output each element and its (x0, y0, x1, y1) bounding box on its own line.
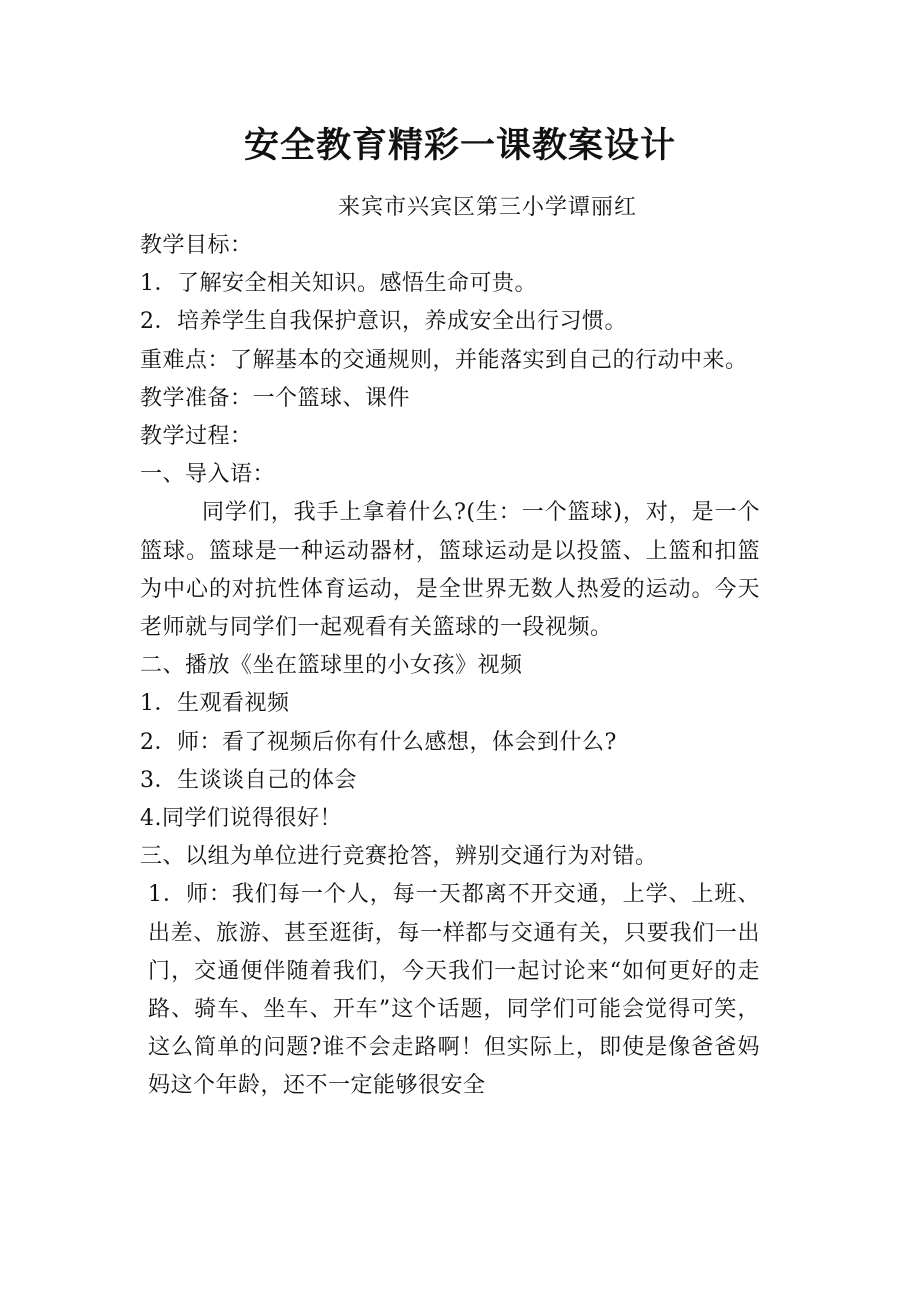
objective-item: 2．培养学生自我保护意识，养成安全出行习惯。 (140, 309, 627, 335)
list-item: 4.同学们说得很好！ (140, 806, 342, 832)
section-heading-process: 教学过程： (140, 424, 253, 450)
section-heading-objectives: 教学目标： (140, 233, 253, 258)
author-line: 来宾市兴宾区第三小学谭丽红 (338, 195, 638, 220)
objective-item: 1．了解安全相关知识。感悟生命可贵。 (140, 271, 537, 297)
section-heading-video: 二、播放《坐在篮球里的小女孩》视频 (140, 653, 523, 679)
list-item: 3．生谈谈自己的体会 (140, 767, 357, 793)
document-body (140, 227, 760, 1106)
section-heading-intro: 一、导入语： (140, 462, 276, 488)
list-item: 1．生观看视频 (140, 691, 290, 717)
document-title: 安全教育精彩一课教案设计 (243, 125, 676, 166)
teacher-paragraph: 1．师：我们每一个人，每一天都离不开交通，上学、上班、出差、旅游、甚至逛街，每一样都与交通有关，只要我们一出门，交通便伴随着我们，今天我们一起讨论来“如何更好的走路、骑车、坐车、开车”这个话题，同学们可能会觉得可笑，这么简单的问题?谁不会走路啊！但实际上，即使是像爸爸妈妈这个年龄，还不一定能够很安全 (148, 882, 760, 1099)
intro-paragraph: 同学们，我手上拿着什么?(生：一个篮球)，对，是一个篮球。篮球是一种运动器材，篮球运动是以投篮、上篮和扣篮为中心的对抗性体育运动，是全世界无数人热爱的运动。今天老师就与同学们一起观看有关篮球的一段视频。 (140, 500, 760, 641)
section-heading-quiz: 三、以组为单位进行竞赛抢答，辨别交通行为对错。 (140, 844, 658, 870)
preparation-line: 教学准备：一个篮球、课件 (140, 385, 411, 411)
list-item: 2．师：看了视频后你有什么感想，体会到什么? (140, 729, 617, 755)
key-points-paragraph: 重难点：了解基本的交通规则，并能落实到自己的行动中来。 (140, 347, 748, 373)
